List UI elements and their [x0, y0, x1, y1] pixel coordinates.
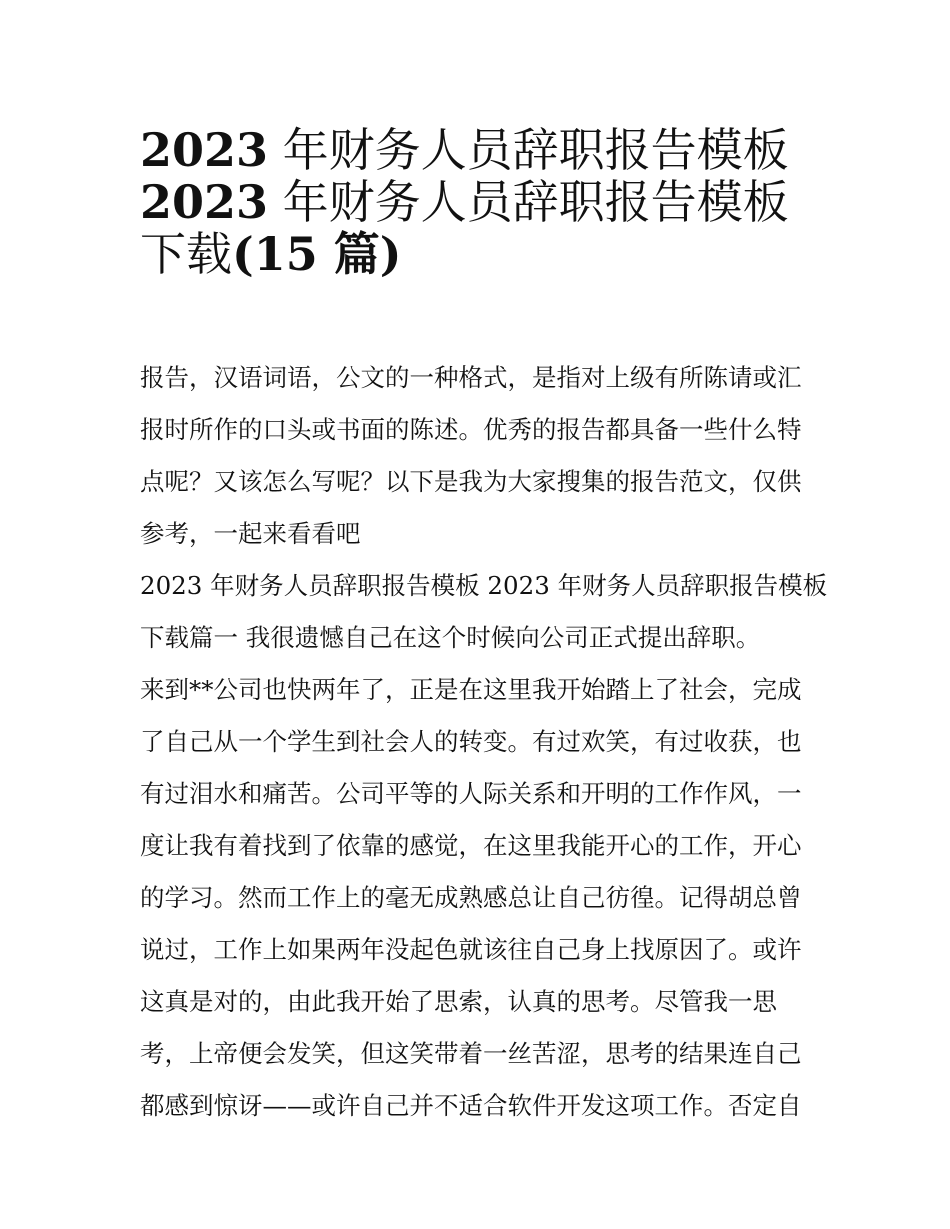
text-line: 来到**公司也快两年了，正是在这里我开始踏上了社会，完成 — [140, 675, 802, 704]
text-line: 都感到惊讶——或许自己并不适合软件开发这项工作。否定自 — [140, 1091, 802, 1120]
title-year: 2023 — [140, 123, 269, 177]
document-body — [140, 352, 828, 1132]
text-line: 2023 年财务人员辞职报告模板 2023 年财务人员辞职报告模板 — [140, 571, 828, 600]
text-line: 有过泪水和痛苦。公司平等的人际关系和开明的工作作风，一 — [140, 779, 802, 808]
text-line: 点呢？又该怎么写呢？以下是我为大家搜集的报告范文，仅供 — [140, 467, 802, 496]
text-line: 报告，汉语词语，公文的一种格式，是指对上级有所陈请或汇 — [140, 363, 802, 392]
text-line: 的学习。然而工作上的毫无成熟感总让自己彷徨。记得胡总曾 — [140, 883, 802, 912]
title-line — [140, 112, 820, 177]
text-line: 考，上帝便会发笑，但这笑带着一丝苦涩，思考的结果连自己 — [140, 1039, 802, 1068]
text-line: 下载篇一 我很遗憾自己在这个时候向公司正式提出辞职。 — [140, 623, 761, 652]
body-paragraph — [140, 664, 816, 1132]
title-text: 年财务人员辞职报告模板 — [268, 123, 789, 177]
text-line: 报时所作的口头或书面的陈述。优秀的报告都具备一些什么特 — [140, 415, 802, 444]
text-line: 了自己从一个学生到社会人的转变。有过欢笑，有过收获，也 — [140, 727, 802, 756]
text-line: 参考，一起来看看吧 — [140, 519, 361, 548]
document-title — [140, 112, 820, 281]
title-count: (15 — [232, 227, 318, 281]
title-year: 2023 — [140, 175, 269, 229]
text-line: 说过，工作上如果两年没起色就该往自己身上找原因了。或许 — [140, 935, 802, 964]
intro-paragraph — [140, 352, 816, 560]
title-text: 篇) — [317, 227, 402, 281]
text-line: 度让我有着找到了依靠的感觉，在这里我能开心的工作，开心 — [140, 831, 802, 860]
title-text: 下载 — [140, 227, 232, 281]
title-line — [140, 164, 820, 229]
title-text: 年财务人员辞职报告模板 — [268, 175, 789, 229]
text-line: 这真是对的，由此我开始了思索，认真的思考。尽管我一思 — [140, 987, 777, 1016]
section-heading-paragraph — [140, 560, 828, 664]
